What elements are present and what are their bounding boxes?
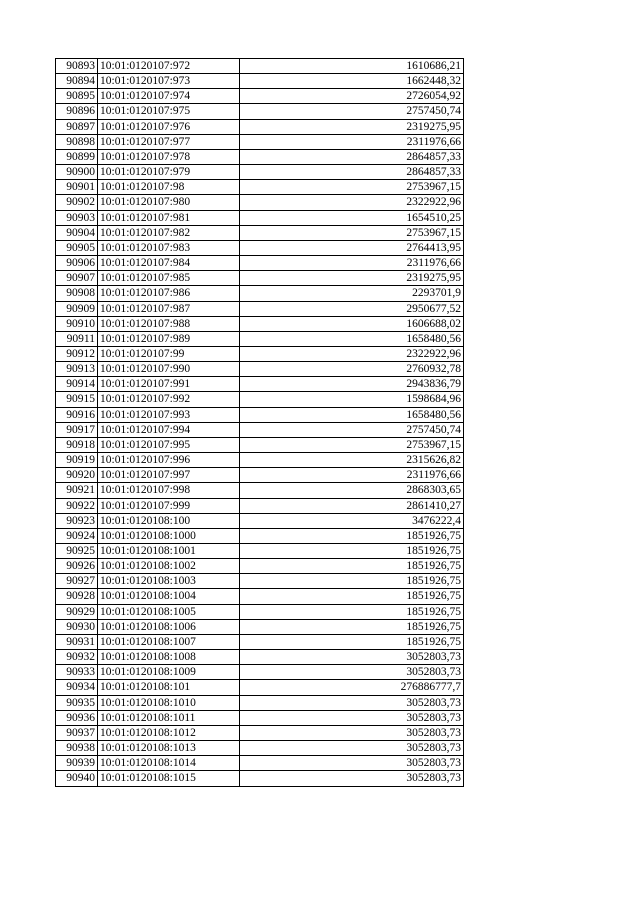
cadastral-number-cell: 10:01:0120107:976 [98,119,240,134]
table-row [56,422,464,437]
row-number-cell: 90898 [56,134,98,149]
value-cell: 2861410,27 [240,498,464,513]
cadastral-number-cell: 10:01:0120107:975 [98,104,240,119]
table-row [56,149,464,164]
row-number-cell: 90900 [56,165,98,180]
table-row [56,392,464,407]
value-cell: 3052803,73 [240,771,464,786]
value-cell: 2864857,33 [240,165,464,180]
table-row [56,362,464,377]
row-number-cell: 90922 [56,498,98,513]
row-number-cell: 90938 [56,741,98,756]
value-cell: 2764413,95 [240,240,464,255]
value-cell: 2726054,92 [240,89,464,104]
table-row [56,74,464,89]
value-cell: 2753967,15 [240,225,464,240]
row-number-cell: 90905 [56,240,98,255]
cadastral-number-cell: 10:01:0120108:1007 [98,634,240,649]
table-row [56,89,464,104]
row-number-cell: 90909 [56,301,98,316]
table-row [56,725,464,740]
value-cell: 1851926,75 [240,559,464,574]
table-row [56,301,464,316]
table-row [56,256,464,271]
cadastral-number-cell: 10:01:0120108:1010 [98,695,240,710]
table-row [56,286,464,301]
cadastral-number-cell: 10:01:0120107:990 [98,362,240,377]
row-number-cell: 90916 [56,407,98,422]
row-number-cell: 90932 [56,650,98,665]
value-cell: 2753967,15 [240,437,464,452]
cadastral-number-cell: 10:01:0120107:988 [98,316,240,331]
value-cell: 2757450,74 [240,422,464,437]
value-cell: 2753967,15 [240,180,464,195]
value-cell: 1851926,75 [240,619,464,634]
cadastral-number-cell: 10:01:0120107:984 [98,256,240,271]
row-number-cell: 90914 [56,377,98,392]
table-row [56,225,464,240]
value-cell: 3052803,73 [240,650,464,665]
table-row [56,513,464,528]
row-number-cell: 90940 [56,771,98,786]
cadastral-number-cell: 10:01:0120107:992 [98,392,240,407]
value-cell: 3052803,73 [240,741,464,756]
cadastral-number-cell: 10:01:0120107:979 [98,165,240,180]
value-cell: 2760932,78 [240,362,464,377]
row-number-cell: 90906 [56,256,98,271]
cadastral-number-cell: 10:01:0120107:995 [98,437,240,452]
row-number-cell: 90917 [56,422,98,437]
row-number-cell: 90908 [56,286,98,301]
value-cell: 1851926,75 [240,544,464,559]
row-number-cell: 90935 [56,695,98,710]
table-row [56,165,464,180]
cadastral-number-cell: 10:01:0120107:981 [98,210,240,225]
value-cell: 3052803,73 [240,665,464,680]
row-number-cell: 90918 [56,437,98,452]
value-cell: 2315626,82 [240,453,464,468]
cadastral-number-cell: 10:01:0120108:1009 [98,665,240,680]
table-row [56,589,464,604]
cadastral-number-cell: 10:01:0120108:1002 [98,559,240,574]
cadastral-number-cell: 10:01:0120107:996 [98,453,240,468]
table-row [56,528,464,543]
cadastral-number-cell: 10:01:0120108:1013 [98,741,240,756]
table-row [56,453,464,468]
table-row [56,210,464,225]
value-cell: 2311976,66 [240,256,464,271]
value-cell: 3052803,73 [240,756,464,771]
row-number-cell: 90904 [56,225,98,240]
table-row [56,544,464,559]
value-cell: 1654510,25 [240,210,464,225]
row-number-cell: 90937 [56,725,98,740]
table-row [56,710,464,725]
value-cell: 2322922,96 [240,195,464,210]
row-number-cell: 90934 [56,680,98,695]
value-cell: 2319275,95 [240,119,464,134]
value-cell: 2950677,52 [240,301,464,316]
cadastral-number-cell: 10:01:0120107:977 [98,134,240,149]
value-cell: 3052803,73 [240,725,464,740]
cadastral-number-cell: 10:01:0120108:100 [98,513,240,528]
cadastral-number-cell: 10:01:0120107:999 [98,498,240,513]
row-number-cell: 90910 [56,316,98,331]
value-cell: 2868303,65 [240,483,464,498]
row-number-cell: 90894 [56,74,98,89]
table-row [56,271,464,286]
value-cell: 2322922,96 [240,346,464,361]
row-number-cell: 90893 [56,59,98,74]
value-cell: 2943836,79 [240,377,464,392]
row-number-cell: 90929 [56,604,98,619]
cadastral-number-cell: 10:01:0120107:986 [98,286,240,301]
row-number-cell: 90939 [56,756,98,771]
cadastral-value-table [55,58,464,787]
row-number-cell: 90933 [56,665,98,680]
cadastral-number-cell: 10:01:0120107:987 [98,301,240,316]
row-number-cell: 90930 [56,619,98,634]
cadastral-number-cell: 10:01:0120108:1011 [98,710,240,725]
cadastral-number-cell: 10:01:0120107:98 [98,180,240,195]
row-number-cell: 90911 [56,331,98,346]
value-cell: 2311976,66 [240,134,464,149]
table-row [56,331,464,346]
table-row [56,756,464,771]
row-number-cell: 90919 [56,453,98,468]
table-row [56,650,464,665]
value-cell: 3052803,73 [240,710,464,725]
table-row [56,483,464,498]
table-row [56,134,464,149]
cadastral-number-cell: 10:01:0120107:985 [98,271,240,286]
value-cell: 1658480,56 [240,407,464,422]
cadastral-number-cell: 10:01:0120107:993 [98,407,240,422]
value-cell: 1598684,96 [240,392,464,407]
table-row [56,559,464,574]
table-row [56,346,464,361]
row-number-cell: 90895 [56,89,98,104]
row-number-cell: 90921 [56,483,98,498]
row-number-cell: 90903 [56,210,98,225]
row-number-cell: 90913 [56,362,98,377]
table-row [56,665,464,680]
cadastral-number-cell: 10:01:0120107:974 [98,89,240,104]
cadastral-number-cell: 10:01:0120107:994 [98,422,240,437]
row-number-cell: 90920 [56,468,98,483]
table-row [56,695,464,710]
row-number-cell: 90902 [56,195,98,210]
value-cell: 1851926,75 [240,574,464,589]
value-cell: 2864857,33 [240,149,464,164]
cadastral-number-cell: 10:01:0120107:982 [98,225,240,240]
table-row [56,119,464,134]
value-cell: 2757450,74 [240,104,464,119]
row-number-cell: 90901 [56,180,98,195]
table-row [56,437,464,452]
table-row [56,468,464,483]
cadastral-number-cell: 10:01:0120107:978 [98,149,240,164]
table-row [56,180,464,195]
cadastral-number-cell: 10:01:0120108:1005 [98,604,240,619]
row-number-cell: 90926 [56,559,98,574]
table-row [56,407,464,422]
row-number-cell: 90923 [56,513,98,528]
cadastral-number-cell: 10:01:0120107:998 [98,483,240,498]
row-number-cell: 90899 [56,149,98,164]
row-number-cell: 90912 [56,346,98,361]
value-cell: 1851926,75 [240,604,464,619]
cadastral-number-cell: 10:01:0120107:99 [98,346,240,361]
cadastral-number-cell: 10:01:0120107:983 [98,240,240,255]
table-row [56,619,464,634]
value-cell: 2319275,95 [240,271,464,286]
cadastral-number-cell: 10:01:0120108:1012 [98,725,240,740]
row-number-cell: 90936 [56,710,98,725]
cadastral-number-cell: 10:01:0120107:997 [98,468,240,483]
cadastral-number-cell: 10:01:0120108:1015 [98,771,240,786]
row-number-cell: 90897 [56,119,98,134]
row-number-cell: 90925 [56,544,98,559]
table-row [56,574,464,589]
row-number-cell: 90927 [56,574,98,589]
cadastral-number-cell: 10:01:0120108:1014 [98,756,240,771]
cadastral-number-cell: 10:01:0120107:972 [98,59,240,74]
cadastral-number-cell: 10:01:0120108:1004 [98,589,240,604]
value-cell: 1610686,21 [240,59,464,74]
value-cell: 1606688,02 [240,316,464,331]
table-row [56,104,464,119]
row-number-cell: 90896 [56,104,98,119]
cadastral-number-cell: 10:01:0120108:1001 [98,544,240,559]
table-row [56,680,464,695]
value-cell: 1851926,75 [240,589,464,604]
value-cell: 2293701,9 [240,286,464,301]
cadastral-number-cell: 10:01:0120107:991 [98,377,240,392]
value-cell: 3476222,4 [240,513,464,528]
cadastral-number-cell: 10:01:0120108:101 [98,680,240,695]
table-row [56,59,464,74]
row-number-cell: 90928 [56,589,98,604]
table-row [56,498,464,513]
cadastral-number-cell: 10:01:0120107:989 [98,331,240,346]
row-number-cell: 90915 [56,392,98,407]
value-cell: 276886777,7 [240,680,464,695]
value-cell: 1662448,32 [240,74,464,89]
cadastral-number-cell: 10:01:0120108:1003 [98,574,240,589]
table-row [56,741,464,756]
cadastral-number-cell: 10:01:0120107:973 [98,74,240,89]
value-cell: 1851926,75 [240,528,464,543]
value-cell: 2311976,66 [240,468,464,483]
row-number-cell: 90924 [56,528,98,543]
table-row [56,634,464,649]
value-cell: 1658480,56 [240,331,464,346]
table-body [56,59,464,787]
cadastral-number-cell: 10:01:0120108:1000 [98,528,240,543]
row-number-cell: 90907 [56,271,98,286]
value-cell: 1851926,75 [240,634,464,649]
row-number-cell: 90931 [56,634,98,649]
table-row [56,771,464,786]
table-row [56,377,464,392]
value-cell: 3052803,73 [240,695,464,710]
cadastral-number-cell: 10:01:0120108:1008 [98,650,240,665]
table-row [56,240,464,255]
cadastral-number-cell: 10:01:0120107:980 [98,195,240,210]
table-row [56,604,464,619]
cadastral-number-cell: 10:01:0120108:1006 [98,619,240,634]
table-row [56,316,464,331]
table-row [56,195,464,210]
